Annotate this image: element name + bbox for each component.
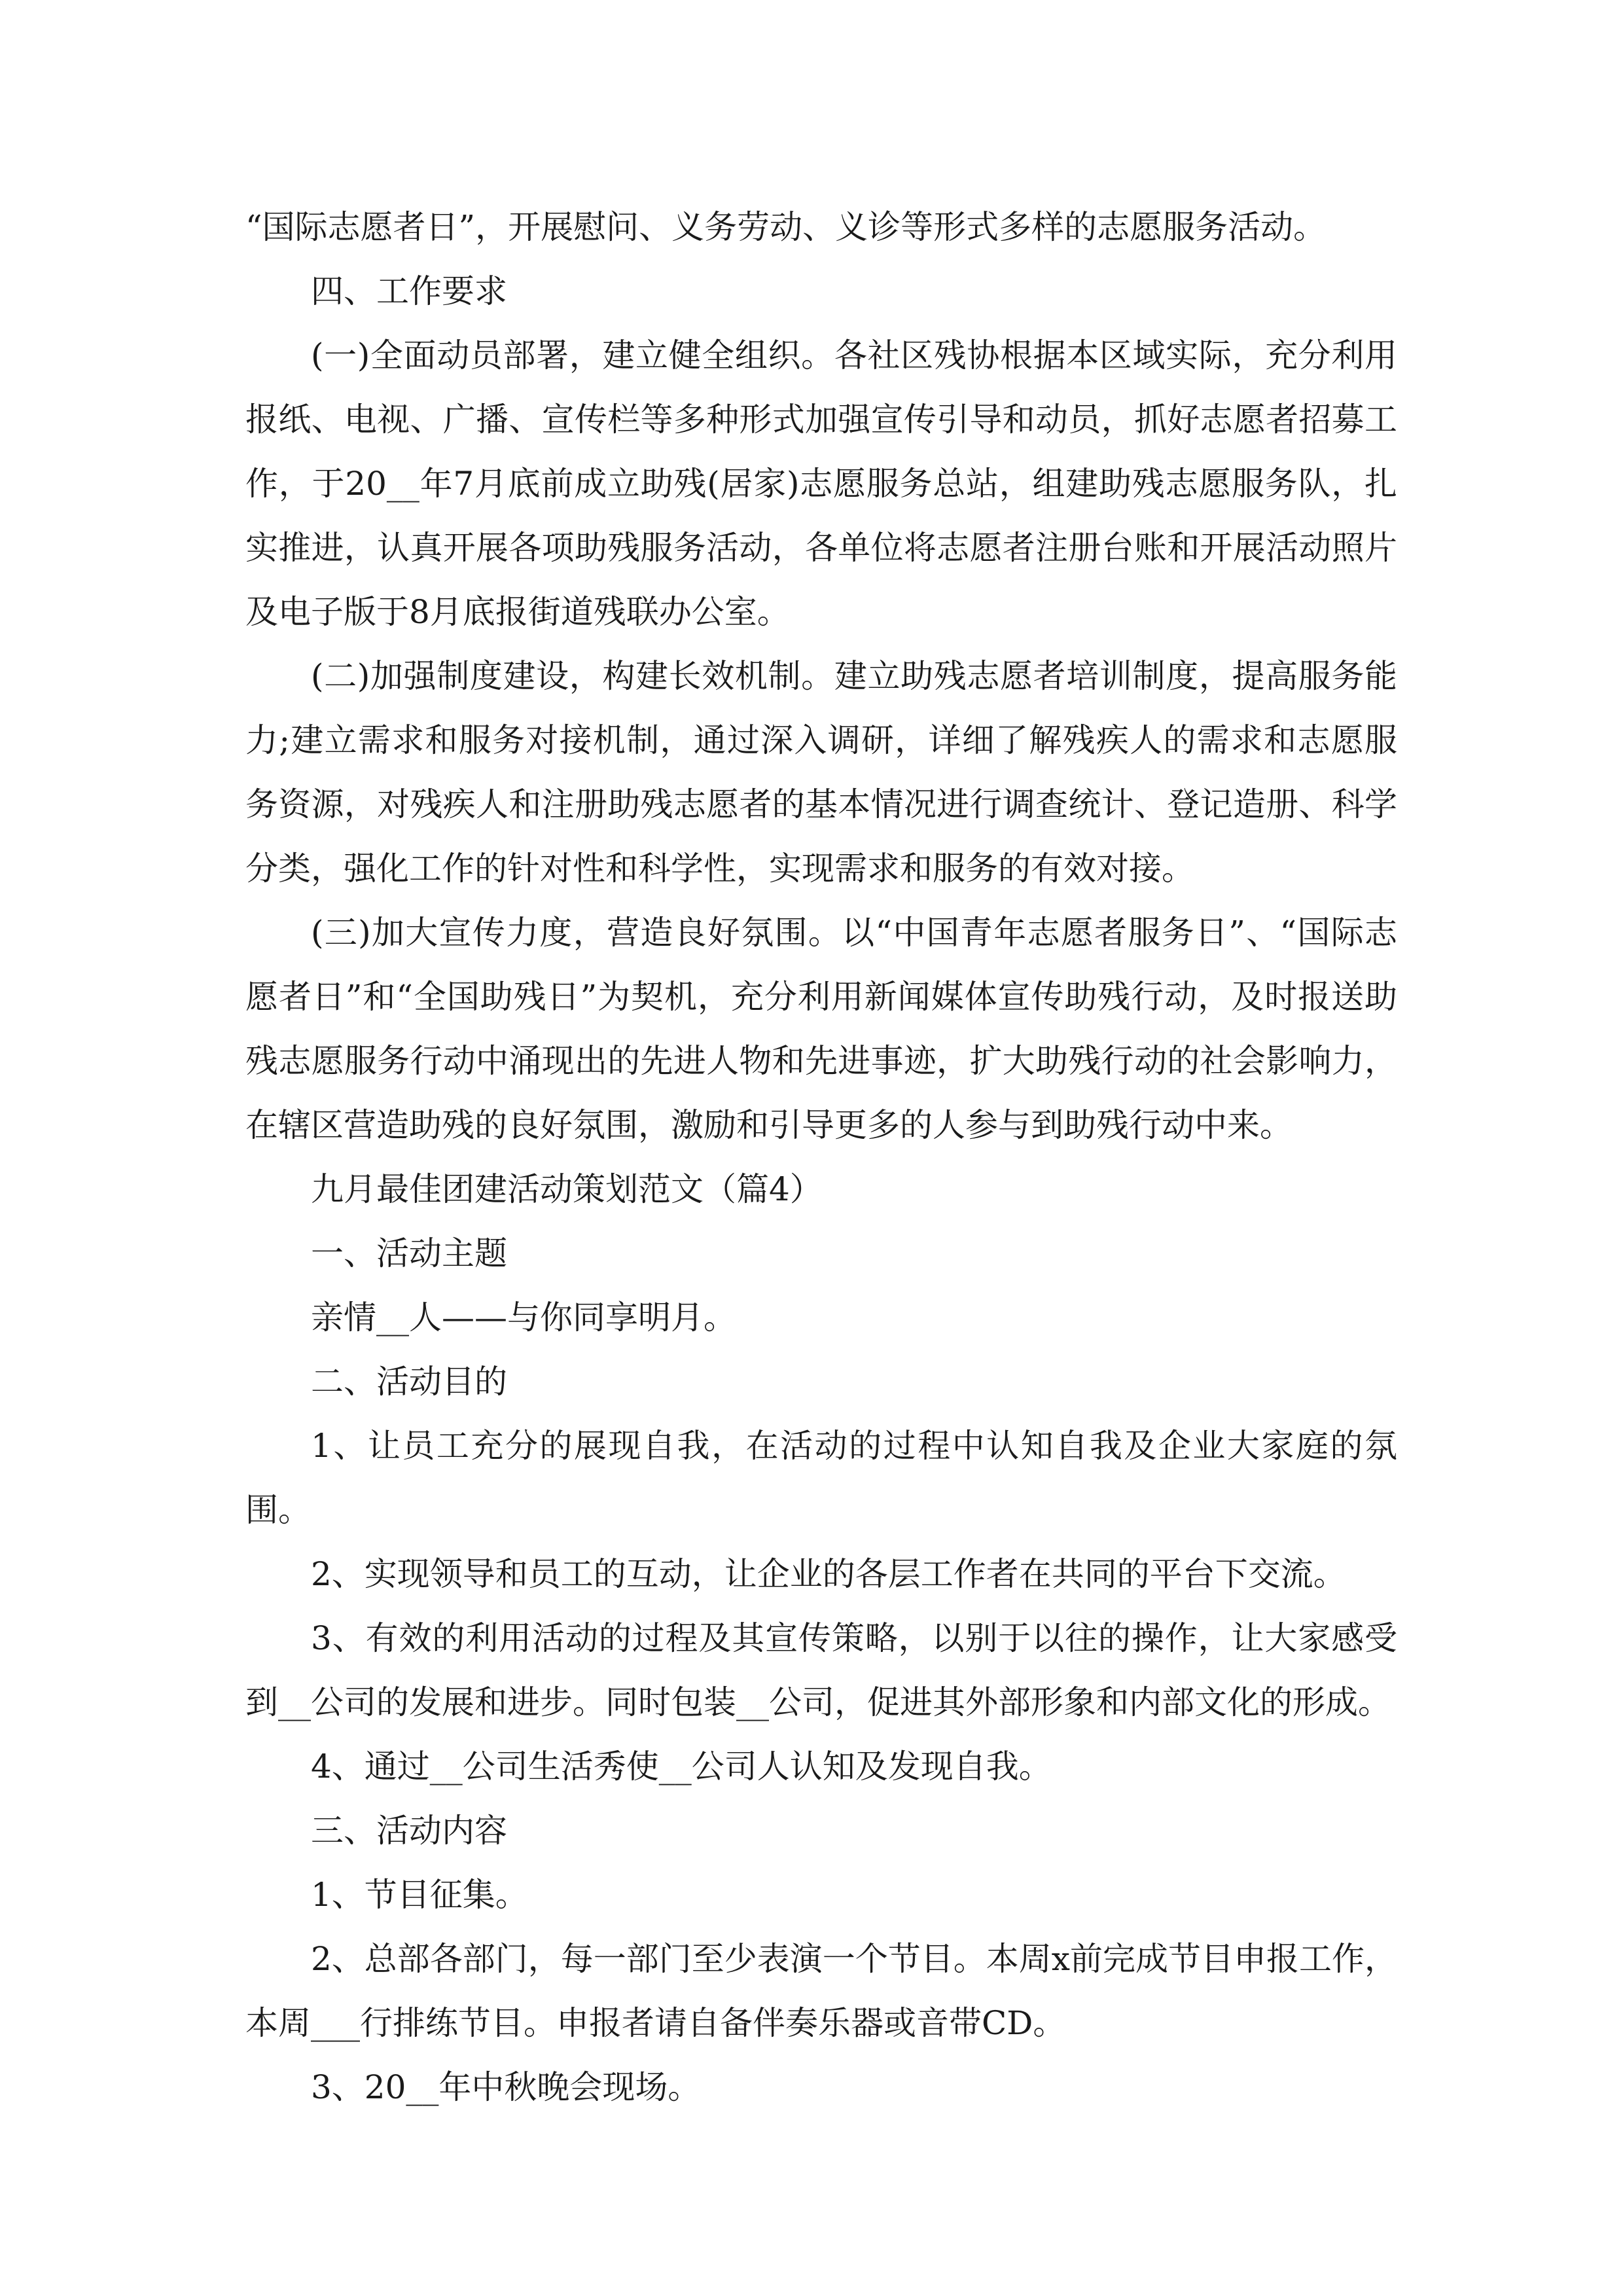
paragraph-requirement-2: (二)加强制度建设，构建长效机制。建立助残志愿者培训制度，提高服务能力;建立需求和服务对接机制，通过深入调研，详细了解残疾人的需求和志愿服务资源，对残疾人和注册助残志愿者的基本情况进行调查统计、登记造册、科学分类，强化工作的针对性和科学性，实现需求和服务的有效对接。	[245, 657, 1397, 888]
heading-activity-theme: 一、活动主题	[311, 1234, 507, 1272]
list-item-content-2: 2、总部各部门，每一部门至少表演一个节目。本周x前完成节目申报工作，本周___行排练节目。申报者请自备伴奏乐器或音带CD。	[245, 1940, 1398, 2042]
heading-activity-purpose: 二、活动目的	[311, 1363, 507, 1401]
paragraph-requirement-3: (三)加大宣传力度，营造良好氛围。以“中国青年志愿者服务日”、“国际志愿者日”和“全国助残日”为契机，充分利用新闻媒体宣传助残行动，及时报送助残志愿服务行动中涌现出的先进人物和先进事迹，扩大助残行动的社会影响力，在辖区营造助残的良好氛围，激励和引导更多的人参与到助残行动中来。	[245, 914, 1397, 1144]
list-item-content-1: 1、节目征集。	[311, 1876, 528, 1914]
paragraph-requirement-1: (一)全面动员部署，建立健全组织。各社区残协根据本区域实际，充分利用报纸、电视、广播、宣传栏等多种形式加强宣传引导和动员，抓好志愿者招募工作，于20__年7月底前成立助残(居家)志愿服务总站，组建助残志愿服务队，扎实推进，认真开展各项助残服务活动，各单位将志愿者注册台账和开展活动照片及电子版于8月底报街道残联办公室。	[245, 336, 1397, 631]
document-body	[245, 195, 1397, 2119]
paragraph-volunteer-day: “国际志愿者日”，开展慰问、义务劳动、义诊等形式多样的志愿服务活动。	[245, 208, 1327, 246]
list-item-purpose-2: 2、实现领导和员工的互动，让企业的各层工作者在共同的平台下交流。	[311, 1555, 1346, 1593]
heading-activity-content: 三、活动内容	[311, 1812, 507, 1850]
paragraph-theme: 亲情__人——与你同享明月。	[311, 1299, 736, 1336]
list-item-content-3: 3、20__年中秋晚会现场。	[311, 2068, 701, 2106]
list-item-purpose-1: 1、让员工充分的展现自我，在活动的过程中认知自我及企业大家庭的氛围。	[245, 1427, 1397, 1529]
section-title-article-4: 九月最佳团建活动策划范文（篇4）	[311, 1170, 823, 1208]
list-item-purpose-3: 3、有效的利用活动的过程及其宣传策略，以别于以往的操作，让大家感受到__公司的发展和进步。同时包装__公司，促进其外部形象和内部文化的形成。	[245, 1619, 1397, 1721]
heading-work-requirements: 四、工作要求	[311, 272, 507, 310]
list-item-purpose-4: 4、通过__公司生活秀使__公司人认知及发现自我。	[311, 1748, 1052, 1785]
